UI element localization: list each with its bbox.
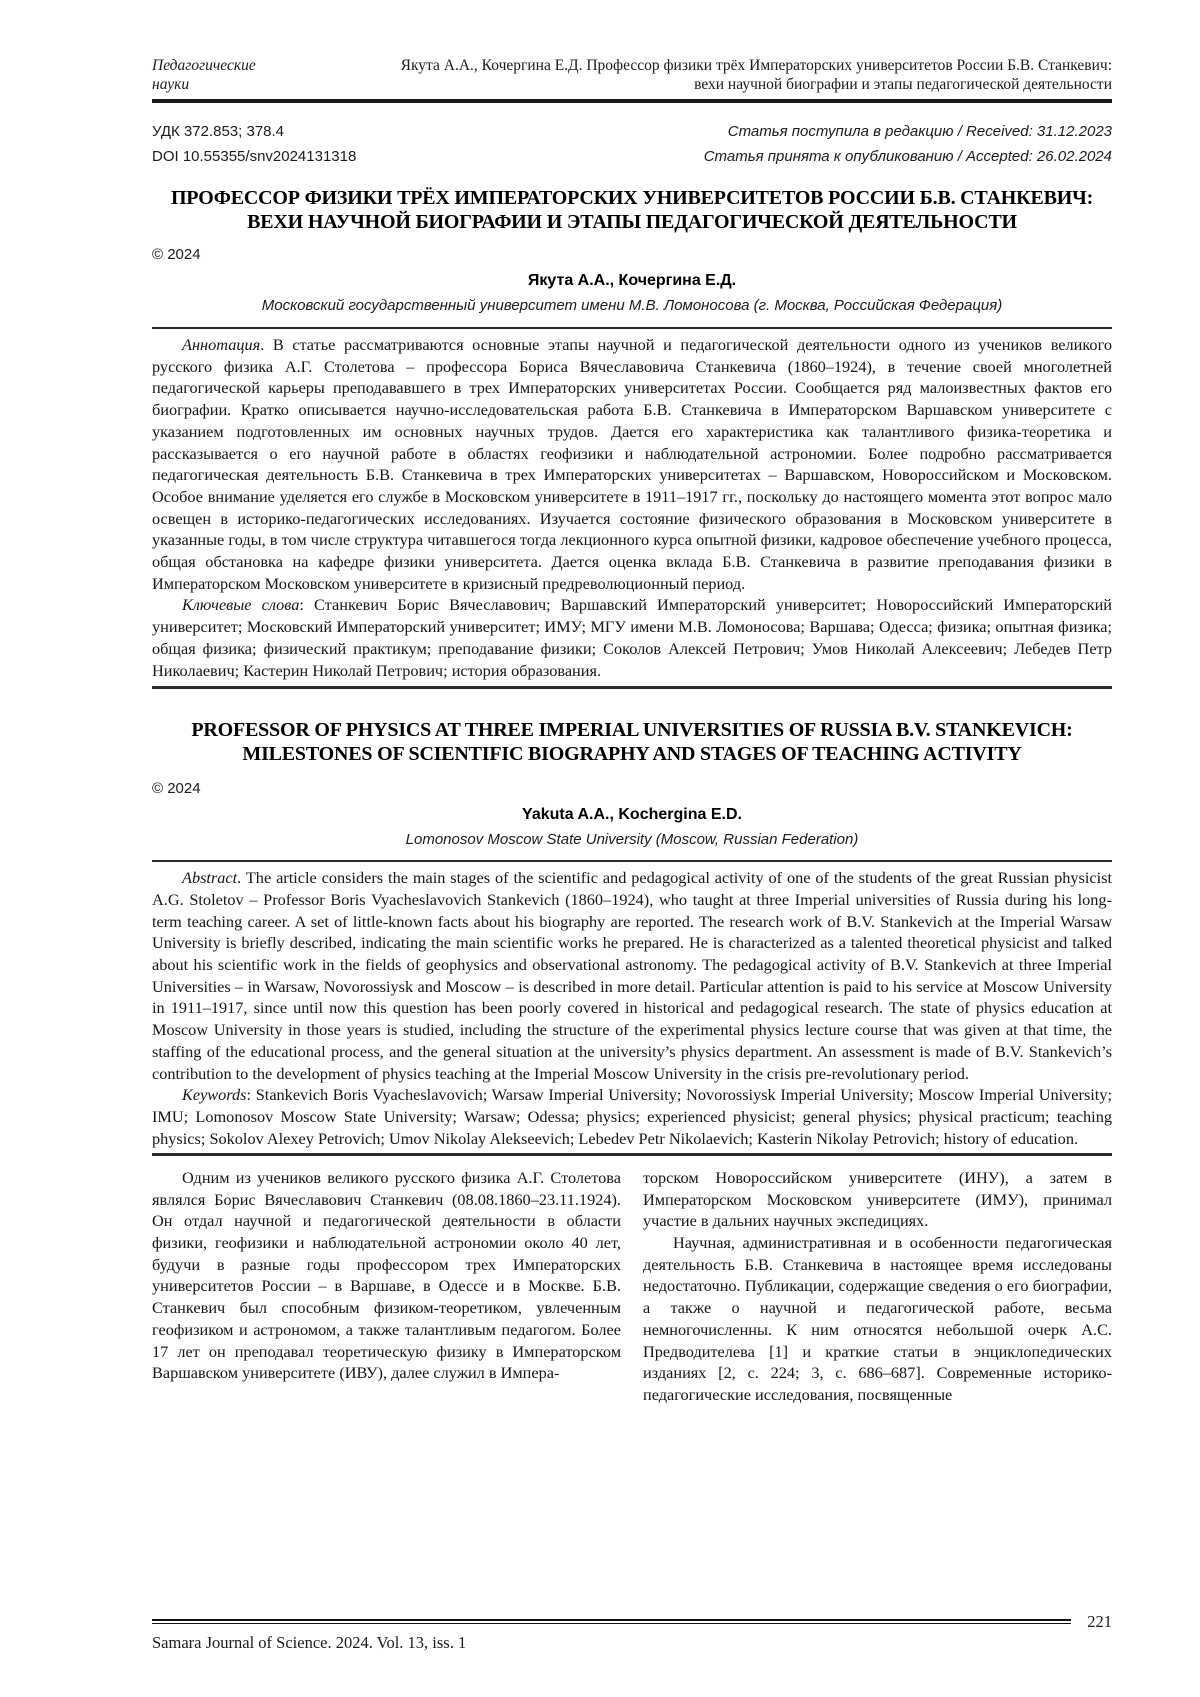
keywords-ru-text: : Станкевич Борис Вячеславович; Варшавский Императорский университет; Новороссийский Императорский университет; Московский Императорский университет; ИМУ; МГУ имени М.В. Ломоносова; Варшава; Одесса; физика; опытная физика; общая физика; физический практикум; преподавание физики; Соколов Алексей Петрович; Умов Николай Алексеевич; Лебедев Петр Николаевич; Кастерин Николай Петрович; история образования. (152, 595, 1112, 680)
article-title-en-line1: PROFESSOR OF PHYSICS AT THREE IMPERIAL UNIVERSITIES OF RUSSIA B.V. STANKEVICH: (191, 718, 1073, 741)
keywords-en (152, 1084, 1112, 1149)
divider-before-abstract-ru (152, 327, 1112, 330)
abstract-en-text: . The article considers the main stages of the scientific and pedagogical activity of one of the students of the great Russian physicist A.G. Stoletov – Professor Boris Vyacheslavovich Stankevich (1860–1924), who taught at three Imperial universities of Russia during his long-term teaching career. A set of little-known facts about his biography are reported. The research work of B.V. Stankevich at the Imperial Warsaw University is briefly described, indicating the main scientific works he prepared. He is characterized as a talented theoretical physicist and talked about his scientific work in the fields of geophysics and observational astronomy. The pedagogical activity of B.V. Stankevich at three Imperial Universities – in Warsaw, Novorossiysk and Moscow – is described in more detail. Particular attention is paid to his service at Moscow University in 1911–1917, since until now this question has been poorly covered in historical and pedagogical research. The state of physics education at Moscow University in those years is studied, including the structure of the experimental physics lecture course that was given at that time, the staffing of the educational process, and the general situation at the university’s physics department. An assessment is made of B.V. Stankevich’s contribution to the development of physics teaching at the Imperial Moscow University in the crisis pre-revolutionary period. (152, 868, 1112, 1083)
authors-en: Yakuta A.A., Kochergina E.D. (522, 805, 742, 823)
body-paragraph-1: Одним из учеников великого русского физика А.Г. Столетова являлся Борис Вячеславович Станкевич (08.08.1860–23.11.1924). Он отдал научной и педагогической деятельности в области физики, геофизики и наблюдательной астрономии около 40 лет, будучи в разные годы профессором трех Императорских университетов России – в Варшаве, в Одессе и в Москве. Б.В. Станкевич был способным физиком-теоретиком, увлеченным геофизиком и астрономом, а также талантливым педагогом. Более 17 лет он преподавал теоретическую физику в Императорском Варшавском университете (ИВУ), далее служил в Импера- (152, 1167, 621, 1383)
copyright-ru: © 2024 (152, 245, 201, 263)
article-title-ru-line2: ВЕХИ НАУЧНОЙ БИОГРАФИИ И ЭТАПЫ ПЕДАГОГИЧЕСКОЙ ДЕЯТЕЛЬНОСТИ (247, 210, 1017, 233)
section-label (152, 56, 256, 94)
abstract-en-label: Abstract (182, 868, 238, 888)
running-title (256, 56, 1112, 94)
article-title-en (152, 718, 1112, 766)
page-number: 221 (1087, 1612, 1112, 1631)
running-title-line2: вехи научной биографии и этапы педагогической деятельности (694, 76, 1112, 93)
article-title-ru-line1: ПРОФЕССОР ФИЗИКИ ТРЁХ ИМПЕРАТОРСКИХ УНИВЕРСИТЕТОВ РОССИИ Б.В. СТАНКЕВИЧ: (170, 186, 1094, 209)
body-paragraph-1-continued: торском Новороссийском университете (ИНУ), а затем в Императорском Московском университете (ИМУ), принимал участие в дальних научных экспедициях. (643, 1167, 1112, 1231)
article-title-en-line2: MILESTONES OF SCIENTIFIC BIOGRAPHY AND STAGES OF TEACHING ACTIVITY (242, 742, 1022, 765)
body-column-left (152, 1167, 621, 1406)
abstract-en (152, 867, 1112, 1084)
keywords-ru (152, 594, 1112, 681)
section-label-line2: науки (152, 76, 190, 93)
body-columns (152, 1167, 1112, 1406)
section-label-line1: Педагогические (152, 57, 256, 74)
abstract-ru-label: Аннотация (182, 335, 261, 354)
body-column-right (643, 1167, 1112, 1406)
abstract-ru-text: . В статье рассматриваются основные этапы научной и педагогической деятельности одного из учеников великого русского физика А.Г. Столетова – профессора Бориса Вячеславовича Станкевича (1860–1924), в течение своей многолетней педагогической карьеры преподававшего в трех Императорских университетах России. Сообщается ряд малоизвестных фактов его биографии. Кратко описывается научно-исследовательская работа Б.В. Станкевича в Императорском Варшавском университете с указанием подготовленных им основных научных трудов. Дается его характеристика как талантливого физика-теоретика и рассказывается о его научной работе в областях геофизики и наблюдательной астрономии. Более подробно рассматривается педагогическая деятельность Б.В. Станкевича в трех Императорских университетах – Варшавском, Новороссийском и Московском. Особое внимание уделяется его службе в Московском университете в 1911–1917 гг., поскольку до настоящего момента этот вопрос мало освещен в историко-педагогических исследованиях. Изучается состояние физического образования в Московском университете в указанные годы, в том числе структура читавшегося тогда лекционного курса опытной физики, кадровое обеспечение учебного процесса, общая обстановка на кафедре физики университета. Дается оценка вклада Б.В. Станкевича в развитие преподавания физики в Императорском Московском университете в кризисный предреволюционный период. (152, 335, 1112, 593)
footer-rule (152, 1619, 1071, 1624)
affiliation-en: Lomonosov Moscow State University (Moscow, Russian Federation) (405, 830, 859, 848)
doi-code: DOI 10.55355/snv2024131318 (152, 147, 357, 165)
footer-rule-row (152, 1612, 1112, 1632)
copyright-en: © 2024 (152, 779, 201, 797)
running-title-line1: Якута А.А., Кочергина Е.Д. Профессор физики трёх Императорских университетов России Б.В. Станкевич: (400, 57, 1112, 74)
abstract-ru (152, 334, 1112, 594)
meta-row-doi (152, 147, 1112, 167)
divider-after-keywords-en (152, 1153, 1112, 1156)
running-header (152, 56, 1112, 94)
accepted-date: Статья принята к опубликованию / Accepted: 26.02.2024 (703, 147, 1112, 165)
journal-name: Samara Journal of Science. 2024. Vol. 13, iss. 1 (152, 1633, 467, 1652)
divider-after-keywords-ru (152, 686, 1112, 689)
authors-ru: Якута А.А., Кочергина Е.Д. (527, 271, 737, 289)
received-date: Статья поступила в редакцию / Received: 31.12.2023 (727, 122, 1112, 140)
keywords-ru-label: Ключевые слова (182, 595, 300, 615)
header-rule (152, 99, 1112, 103)
affiliation-ru: Московский государственный университет имени М.В. Ломоносова (г. Москва, Российская Федерация) (261, 296, 1003, 314)
page-content (152, 0, 1112, 1406)
keywords-en-text: : Stankevich Boris Vyacheslavovich; Warsaw Imperial University; Novorossiysk Imperial University; Moscow Imperial University; IMU; Lomonosov Moscow State University; Warsaw; Odessa; physics; experienced physicist; general physics; physical practicum; teaching physics; Sokolov Alexey Petrovich; Umov Nikolay Alekseevich; Lebedev Petr Nikolaevich; Kasterin Nikolay Petrovich; history of education. (152, 1085, 1112, 1148)
meta-row-udc (152, 122, 1112, 142)
body-paragraph-2: Научная, административная и в особенности педагогическая деятельность Б.В. Станкевича в настоящее время исследованы недостаточно. Публикации, содержащие сведения о его биографии, а также о научной и педагогической работе, весьма немногочисленны. К ним относятся небольшой очерк А.С. Предводителева [1] и краткие статьи в энциклопедических изданиях [2, с. 224; 3, с. 686–687]. Современные историко-педагогические исследования, посвященные (643, 1233, 1112, 1404)
divider-before-abstract-en (152, 860, 1112, 863)
article-title-ru (152, 186, 1112, 234)
keywords-en-label: Keywords (182, 1085, 247, 1105)
udc-code: УДК 372.853; 378.4 (152, 122, 285, 140)
page-footer (152, 1612, 1112, 1653)
